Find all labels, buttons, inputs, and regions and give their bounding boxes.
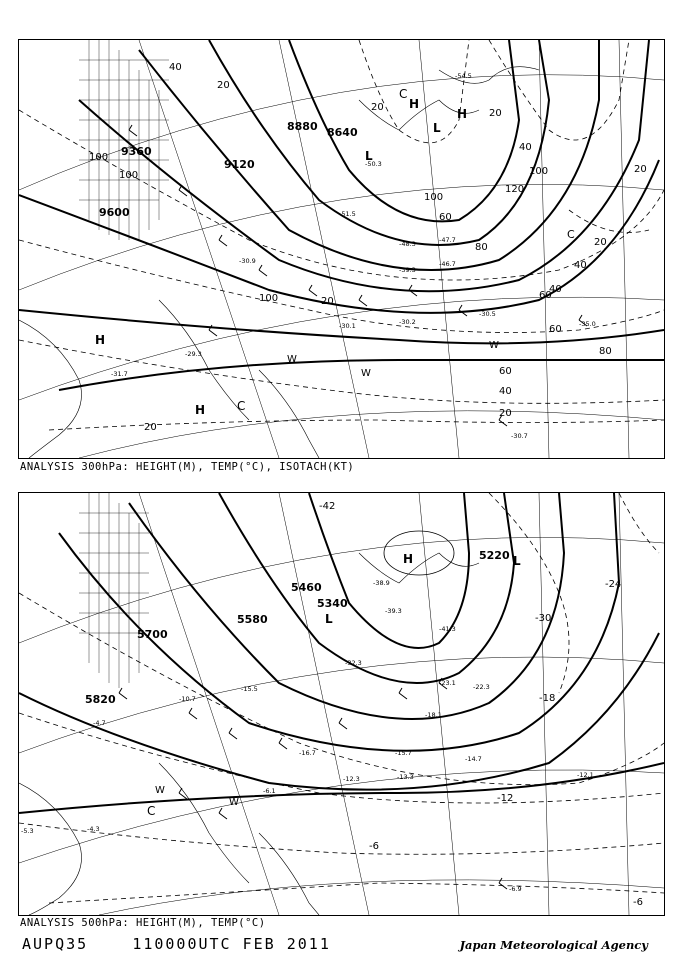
- coastline: [19, 67, 539, 458]
- temp-label: -51.5: [339, 210, 356, 218]
- station-label: -13.3: [397, 773, 414, 781]
- isotach-label: 20: [634, 164, 647, 175]
- temp-iso-label: -42: [319, 501, 336, 512]
- temp-label: -39.3: [399, 266, 416, 274]
- isotach-label: 40: [549, 284, 562, 295]
- pressure-center-label: C: [147, 804, 156, 818]
- station-label: -5.3: [21, 827, 34, 835]
- pressure-center-label: H: [95, 333, 106, 347]
- height-label: 9120: [224, 158, 255, 171]
- height-label: 5820: [85, 693, 116, 706]
- temp-label: -31.7: [111, 370, 128, 378]
- height-label: 9360: [121, 145, 152, 158]
- temp-label: -30.2: [399, 318, 416, 326]
- temp-iso-label-group: [319, 501, 643, 908]
- map-500hpa: [18, 492, 665, 916]
- temp-iso-label: -6: [633, 897, 643, 908]
- height-label: 5220: [479, 549, 510, 562]
- pressure-center-label: C: [399, 87, 408, 101]
- height-label: 9600: [99, 206, 130, 219]
- hatched-region: [79, 493, 149, 688]
- map-300hpa: [18, 39, 665, 459]
- temp-iso-label: -30: [535, 613, 552, 624]
- station-label: -4.3: [87, 825, 100, 833]
- isotach-label: 20: [499, 408, 512, 419]
- map-500hpa-canvas: [19, 493, 664, 915]
- isotach-label: 20: [371, 102, 384, 113]
- isotach-label: 80: [475, 242, 488, 253]
- pressure-center-label: L: [365, 149, 373, 163]
- temp-label: -46.7: [439, 260, 456, 268]
- temp-label: -30.1: [339, 322, 356, 330]
- isotach-label: 100: [529, 166, 549, 177]
- pressure-center-label: L: [325, 612, 333, 626]
- station-label: -23.1: [439, 679, 456, 687]
- isotach-label: 40: [169, 62, 182, 73]
- pressure-center-label: H: [409, 97, 420, 111]
- station-label: -18.1: [425, 711, 442, 719]
- pressure-center-label: W: [287, 354, 297, 365]
- pressure-center-label: W: [229, 797, 239, 808]
- station-label: -15.5: [241, 685, 258, 693]
- isotach-label: 60: [439, 212, 452, 223]
- temp-label: -54.5: [455, 72, 472, 80]
- temp-label: -30.5: [479, 310, 496, 318]
- isotach-label: 20: [217, 80, 230, 91]
- isotach-label: 20: [489, 108, 502, 119]
- station-label: -12.1: [577, 771, 594, 779]
- isotach-label: 60: [549, 324, 562, 335]
- pressure-center-label: W: [361, 368, 371, 379]
- station-label: -41.3: [439, 625, 456, 633]
- temp-iso-label: -18: [539, 693, 556, 704]
- high-center-contour: [384, 531, 454, 575]
- isotach-label: 60: [499, 366, 512, 377]
- map-300hpa-canvas: [19, 40, 664, 458]
- temp-label: -29.3: [185, 350, 202, 358]
- height-label: 5580: [237, 613, 268, 626]
- temp-iso-label: -12: [497, 793, 514, 804]
- agency-name: Japan Meteorological Agency: [459, 938, 648, 952]
- pressure-center-label: W: [489, 340, 499, 351]
- isotach-label: 60: [539, 290, 552, 301]
- isotach-label: 40: [499, 386, 512, 397]
- pressure-center-label: W: [155, 785, 165, 796]
- temp-iso-label: -24: [605, 579, 622, 590]
- graticule: [19, 493, 664, 915]
- coastline: [19, 553, 479, 915]
- isotach-label: 20: [321, 296, 334, 307]
- temperature-contours: [19, 493, 664, 903]
- isotach-label: 40: [574, 260, 587, 271]
- isotach-label: 40: [519, 142, 532, 153]
- station-label: -6.1: [263, 787, 276, 795]
- height-contours: [19, 493, 664, 813]
- station-label: -12.3: [343, 775, 360, 783]
- station-label: -16.7: [299, 749, 316, 757]
- chart-id: AUPQ35: [22, 935, 89, 953]
- isotach-label: 100: [259, 293, 279, 304]
- caption-300hpa: ANALYSIS 300hPa: HEIGHT(M), TEMP(°C), ISOTACH(KT): [20, 461, 355, 473]
- isotach-label: 80: [599, 346, 612, 357]
- temp-label: -48.3: [399, 240, 416, 248]
- isotach-label: 100: [424, 192, 444, 203]
- station-label: -15.7: [395, 749, 412, 757]
- height-label: 5340: [317, 597, 348, 610]
- station-label: -22.3: [473, 683, 490, 691]
- temp-label: -30.9: [239, 257, 256, 265]
- temp-label: -47.7: [439, 236, 456, 244]
- pressure-center-label: H: [195, 403, 206, 417]
- temp-label: -30.7: [511, 432, 528, 440]
- height-label: 8640: [327, 126, 358, 139]
- pressure-center-label: L: [513, 554, 521, 568]
- pressure-center-label: H: [403, 552, 414, 566]
- caption-500hpa: ANALYSIS 500hPa: HEIGHT(M), TEMP(°C): [20, 917, 266, 929]
- isotach-label: 120: [505, 184, 525, 195]
- station-label: -39.3: [385, 607, 402, 615]
- temp-label: -50.3: [365, 160, 382, 168]
- chart-id-line: [22, 935, 331, 953]
- station-label: -32.3: [345, 659, 362, 667]
- graticule: [19, 40, 664, 458]
- valid-time: 110000UTC FEB 2011: [132, 935, 331, 953]
- station-label: -14.7: [465, 755, 482, 763]
- isotach-label: 20: [594, 237, 607, 248]
- pressure-center-label: L: [433, 121, 441, 135]
- height-label: 5460: [291, 581, 322, 594]
- pressure-center-label: C: [237, 399, 246, 413]
- height-label: 8880: [287, 120, 318, 133]
- pressure-center-label: C: [567, 228, 575, 241]
- isotach-label: 100: [89, 152, 109, 163]
- isotach-label: 100: [119, 170, 139, 181]
- station-label: -6.9: [509, 885, 522, 893]
- wind-barbs: [129, 125, 587, 426]
- height-label: 5700: [137, 628, 168, 641]
- isotach-label: 20: [144, 422, 157, 433]
- pressure-center-label: H: [457, 107, 468, 121]
- station-label: -4.7: [93, 719, 106, 727]
- station-label: -38.9: [373, 579, 390, 587]
- station-label: -10.7: [179, 695, 196, 703]
- temp-label: -35.0: [579, 320, 596, 328]
- temp-iso-label: -6: [369, 841, 379, 852]
